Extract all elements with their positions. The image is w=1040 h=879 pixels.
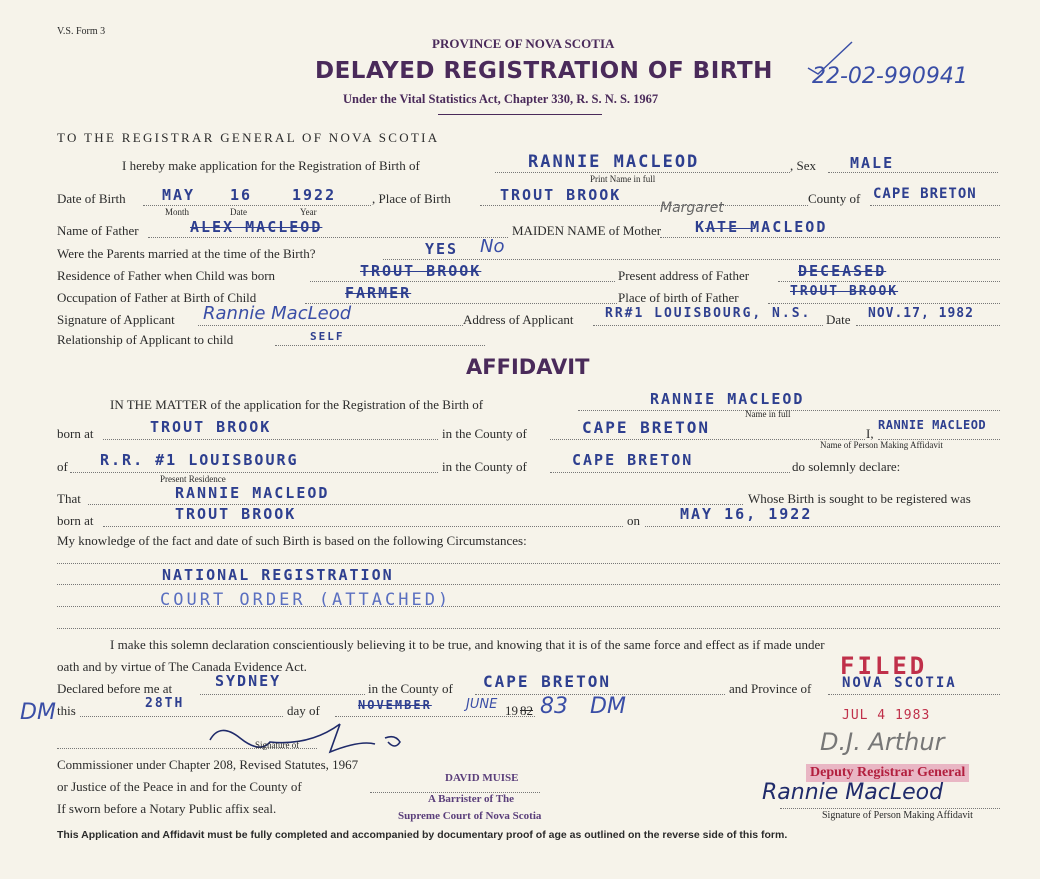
app-date-value: NOV.17, 1982 bbox=[868, 306, 974, 321]
application-intro: I hereby make application for the Registration of Birth of bbox=[122, 158, 420, 173]
sex-value: MALE bbox=[850, 154, 895, 172]
born-on-value: MAY 16, 1922 bbox=[680, 505, 813, 523]
registrar-address: TO THE REGISTRAR GENERAL OF NOVA SCOTIA bbox=[57, 130, 440, 145]
initials-left: DM bbox=[20, 700, 56, 725]
dob-day: 16 bbox=[230, 186, 253, 204]
commissioner-stamp-line-3: Supreme Court of Nova Scotia bbox=[398, 810, 542, 822]
place-value: TROUT BROOK bbox=[500, 186, 622, 204]
born-at-value: TROUT BROOK bbox=[150, 418, 272, 436]
res-father-label: Residence of Father when Child was born bbox=[57, 268, 276, 283]
mother-value: KATE MACLEOD bbox=[695, 218, 828, 236]
father-birthplace-value: TROUT BROOK bbox=[790, 284, 899, 299]
mother-strike bbox=[705, 228, 755, 229]
place-label: , Place of Birth bbox=[372, 191, 451, 206]
signature-of-label: Signature of bbox=[255, 740, 300, 750]
occupation-value: FARMER bbox=[345, 284, 412, 302]
res-county-value: CAPE BRETON bbox=[572, 451, 694, 469]
day-value: 28TH bbox=[145, 696, 185, 711]
circumstance-1: NATIONAL REGISTRATION bbox=[162, 566, 394, 584]
declared-at-value: SYDNEY bbox=[215, 672, 282, 690]
dob-label: Date of Birth bbox=[57, 191, 126, 206]
county-value: CAPE BRETON bbox=[873, 186, 977, 202]
registration-number: 22-02-990941 bbox=[812, 64, 968, 89]
mother-correction: Margaret bbox=[660, 200, 724, 216]
married-label: Were the Parents married at the time of the Birth? bbox=[57, 246, 316, 261]
month-hint: Month bbox=[165, 207, 190, 217]
province-label: and Province of bbox=[729, 681, 812, 696]
solemn-text-1: I make this solemn declaration conscientiously believing it to be true, and knowing that it is of the same force and effect as if made under bbox=[110, 637, 825, 652]
applicant-addr-label: Address of Applicant bbox=[463, 312, 574, 327]
circumstance-2: COURT ORDER (ATTACHED) bbox=[160, 590, 452, 610]
county-of-label-3: in the County of bbox=[368, 681, 453, 696]
notary-label: If sworn before a Notary Public affix seal. bbox=[57, 801, 277, 816]
that-label: That bbox=[57, 491, 81, 506]
married-value: YES bbox=[425, 240, 459, 258]
father-label: Name of Father bbox=[57, 223, 139, 238]
dob-year: 1922 bbox=[292, 186, 337, 204]
deputy-registrar-stamp: Deputy Registrar General bbox=[806, 764, 969, 782]
knowledge-text: My knowledge of the fact and date of such Birth is based on the following Circumstances: bbox=[57, 533, 527, 548]
res-father-value: TROUT BROOK bbox=[360, 262, 482, 280]
affiant-hint: Name of Person Making Affidavit bbox=[820, 440, 943, 450]
affidavit-heading: AFFIDAVIT bbox=[466, 355, 590, 379]
born-at-label: born at bbox=[57, 426, 94, 441]
i-label: I, bbox=[866, 426, 874, 441]
county-of-label-2: in the County of bbox=[442, 459, 527, 474]
province-value: NOVA SCOTIA bbox=[842, 675, 957, 691]
date-hint: Date bbox=[230, 207, 247, 217]
form-subtitle: Under the Vital Statistics Act, Chapter 330, R. S. N. S. 1967 bbox=[343, 92, 659, 106]
county-label: County of bbox=[808, 191, 861, 206]
applicant-addr-value: RR#1 LOUISBOURG, N.S. bbox=[605, 306, 812, 321]
declared-county-value: CAPE BRETON bbox=[483, 672, 611, 691]
occupation-label: Occupation of Father at Birth of Child bbox=[57, 290, 257, 305]
that-name: RANNIE MACLEOD bbox=[175, 484, 330, 502]
print-name-hint: Print Name in full bbox=[590, 174, 656, 184]
title-rule bbox=[438, 114, 602, 115]
year-struck: 82 bbox=[520, 703, 533, 718]
commissioner-signature bbox=[200, 712, 420, 757]
year-hint: Year bbox=[300, 207, 317, 217]
residence-hint: Present Residence bbox=[160, 474, 226, 484]
signature-label: Signature of Applicant bbox=[57, 312, 175, 327]
present-addr-label: Present address of Father bbox=[618, 268, 750, 283]
this-label: this bbox=[57, 703, 76, 718]
month-value: NOVEMBER bbox=[358, 698, 432, 712]
commissioner-label: Commissioner under Chapter 208, Revised Statutes, 1967 bbox=[57, 757, 359, 772]
person-signature: Rannie MacLeod bbox=[762, 780, 944, 805]
declared-label: Declared before me at bbox=[57, 681, 173, 696]
check-mark-icon bbox=[800, 38, 860, 78]
present-addr-value: DECEASED bbox=[798, 262, 887, 280]
born-at-label-2: born at bbox=[57, 513, 94, 528]
filed-stamp: FILED bbox=[840, 652, 928, 680]
form-number: V.S. Form 3 bbox=[57, 26, 106, 37]
county-of-label-1: in the County of bbox=[442, 426, 527, 441]
born-at-value-2: TROUT BROOK bbox=[175, 505, 297, 523]
commissioner-stamp-line-2: A Barrister of The bbox=[428, 793, 515, 805]
father-birthplace-label: Place of birth of Father bbox=[618, 290, 739, 305]
filed-date-stamp: JUL 4 1983 bbox=[842, 708, 931, 723]
matter-text: IN THE MATTER of the application for the Registration of the Birth of bbox=[110, 397, 484, 412]
month-correction: JUNE bbox=[466, 697, 498, 712]
father-value: ALEX MACLEOD bbox=[190, 218, 323, 236]
child-name: RANNIE MACLEOD bbox=[528, 152, 700, 172]
year-prefix: 19 bbox=[505, 703, 518, 718]
applicant-signature: Rannie MacLeod bbox=[203, 303, 352, 324]
person-sig-label: Signature of Person Making Affidavit bbox=[822, 810, 973, 821]
province-heading: PROVINCE OF NOVA SCOTIA bbox=[432, 36, 615, 51]
dob-month: MAY bbox=[162, 186, 196, 204]
married-correction: No bbox=[480, 236, 505, 257]
affiant-name: RANNIE MACLEOD bbox=[878, 418, 987, 432]
footer-note: This Application and Affidavit must be fully completed and accompanied by documentary proof of age as outlined on the reverse side of this form. bbox=[57, 829, 788, 841]
day-of-label: day of bbox=[287, 703, 320, 718]
solemn-text-2: oath and by virtue of The Canada Evidence Act. bbox=[57, 659, 307, 674]
matter-name: RANNIE MACLEOD bbox=[650, 390, 805, 408]
declare-label: do solemnly declare: bbox=[792, 459, 901, 474]
mother-label: MAIDEN NAME of Mother bbox=[512, 223, 662, 238]
whose-birth-text: Whose Birth is sought to be registered was bbox=[748, 491, 971, 506]
deputy-signature: D.J. Arthur bbox=[820, 728, 945, 756]
on-label: on bbox=[627, 513, 640, 528]
year-new: 83 bbox=[540, 694, 568, 719]
name-full-hint: Name in full bbox=[745, 409, 791, 419]
sex-label: , Sex bbox=[790, 158, 816, 173]
born-county-value: CAPE BRETON bbox=[582, 418, 710, 437]
signature-line bbox=[57, 748, 317, 749]
residence-value: R.R. #1 LOUISBOURG bbox=[100, 451, 299, 469]
commissioner-stamp-name: DAVID MUISE bbox=[445, 772, 519, 784]
relationship-value: SELF bbox=[310, 330, 345, 343]
app-date-label: Date bbox=[826, 312, 851, 327]
of-label: of bbox=[57, 459, 68, 474]
form-title: DELAYED REGISTRATION OF BIRTH bbox=[315, 58, 773, 84]
initials-right: DM bbox=[590, 694, 626, 719]
person-signature-line bbox=[780, 808, 1000, 809]
justice-label: or Justice of the Peace in and for the County of bbox=[57, 779, 302, 794]
relationship-label: Relationship of Applicant to child bbox=[57, 332, 234, 347]
